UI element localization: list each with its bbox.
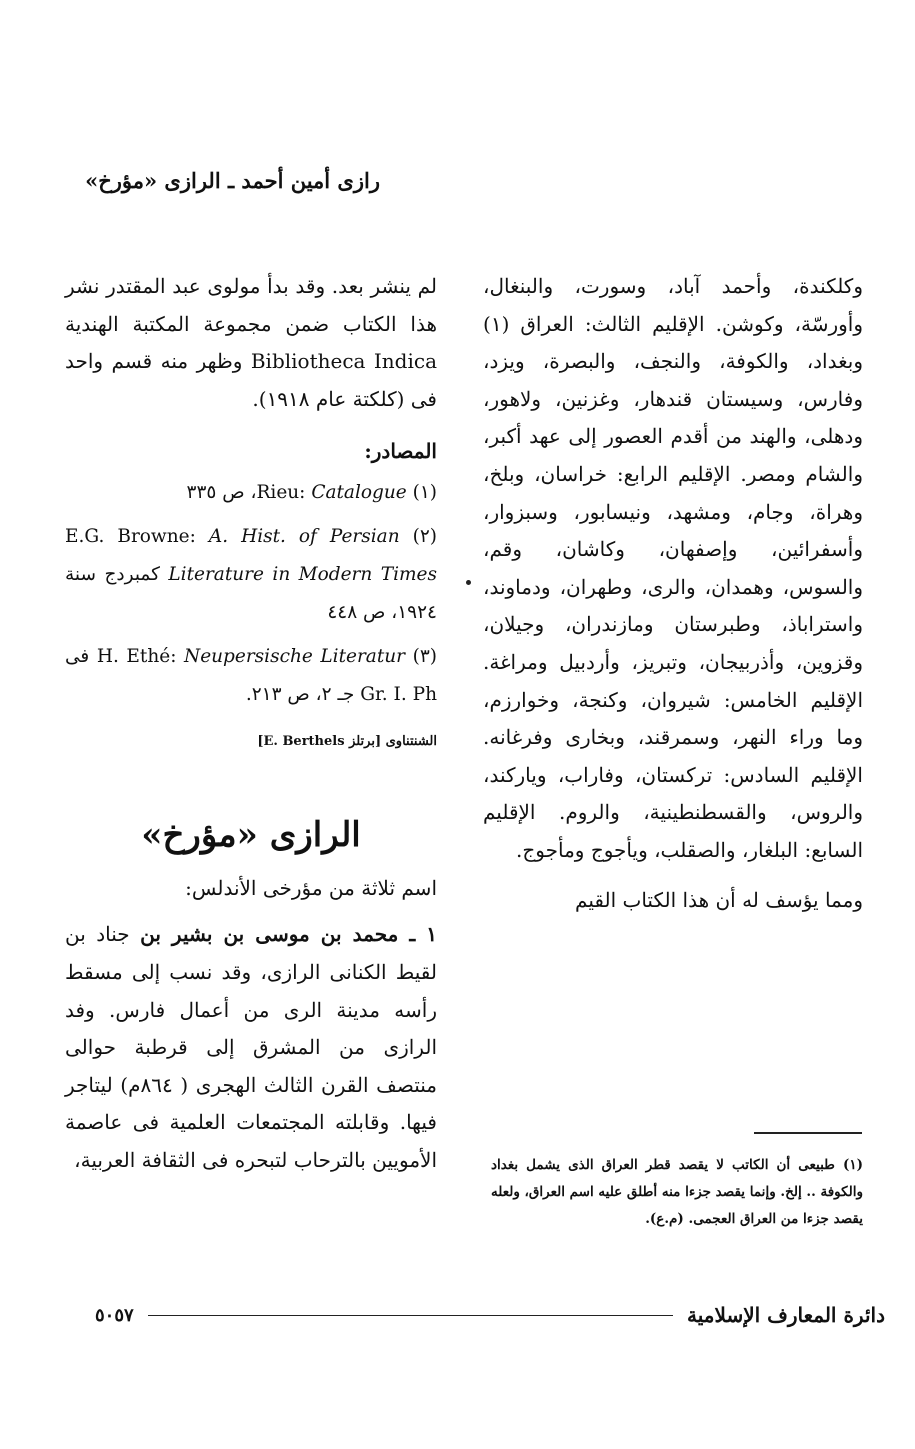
source-author: E.G. Browne:	[65, 526, 196, 548]
entry-paragraph	[65, 916, 437, 1179]
source-item	[65, 474, 437, 512]
source-item	[65, 638, 437, 714]
footnote: (١) طبيعى أن الكاتب لا يقصد قطر العراق الذى يشمل بغداد والكوفة .. إلخ. وإنما يقصد جزءا منه أطلق عليه اسم العراق، ولعله يقصد جزءا من العراق العجمى. (م.ع).	[490, 1157, 863, 1227]
source-title: Catalogue	[311, 482, 407, 504]
right-column	[483, 268, 863, 919]
source-title: Neupersische Literatur	[184, 646, 406, 668]
page-footer	[95, 1300, 885, 1330]
entry-lead: ١ ـ محمد بن موسى بن بشير بن	[140, 922, 438, 947]
source-details: ، ص ٣٣٥	[186, 482, 257, 504]
article-title: الرازى «مؤرخ»	[141, 815, 361, 856]
margin-dot	[466, 580, 471, 585]
author-signature: الشنتناوى [برتلز E. Berthels]	[257, 734, 437, 750]
running-head: رازى أمين أحمد ـ الرازى «مؤرخ»	[85, 168, 380, 193]
page-number: ٥٠٥٧	[95, 1304, 134, 1326]
source-number: (٣)	[412, 646, 437, 668]
entry-text: جناد بن لقيط الكنانى الرازى، وقد نسب إلى مسقط رأسه مدينة الرى من أعمال فارس. وفد الرازى من المشرق إلى قرطبة حوالى منتصف القرن الثالث الهجرى ( ٨٦٤م) ليتاجر فيها. وقابلته المجتمعات العلمية فى عاصمة الأمويين بالترحاب لتبحره فى الثقافة العربية،	[65, 922, 438, 1172]
footer-rule	[148, 1315, 673, 1316]
source-number: (٢)	[412, 526, 437, 548]
footer-journal-title: دائرة المعارف الإسلامية	[687, 1303, 885, 1327]
source-details: كمبردج سنة ١٩٢٤، ص ٤٤٨	[65, 564, 437, 624]
left-column	[65, 268, 437, 1180]
source-title: A. Hist. of Persian Literature in Modern Times	[168, 526, 437, 586]
source-author: H. Ethé:	[96, 646, 177, 668]
source-details: فى Gr. I. Ph جـ ٢، ص ٢١٣.	[65, 646, 437, 706]
source-item	[65, 518, 437, 632]
source-number: (١)	[412, 482, 437, 504]
footnote-rule	[754, 1132, 862, 1134]
sources-heading: المصادر:	[364, 439, 437, 464]
body-paragraph: وكلكندة، وأحمد آباد، وسورت، والبنغال، وأورسّة، وكوشن. الإقليم الثالث: العراق (١) وبغداد، والكوفة، والنجف، والبصرة، ويزد، وفارس، وسيستان قندهار، وغزنين، ولاهور، ودهلى، والهند من أقدم العصور إلى عهد أكبر، والشام ومصر. الإقليم الرابع: خراسان، وبلخ، وهراة، وجام، ومشهد، ونيسابور، وسبزوار، وأسفرائين، وإصفهان، وكاشان، وقم، والسوس، وهمدان، والرى، وطهران، ودماوند، واستراباذ، وطبرستان ومازندران، وجيلان، وقزوين، وأذربيجان، وتبريز، وأردبيل ومراغة. الإقليم الخامس: شيروان، وكنجة، وخوارزم، وما وراء النهر، وسمرقند، وبخارى وفرغانه. الإقليم السادس: تركستان، وفاراب، وياركند، والروس، والقسطنطينية، والروم. الإقليم السابع: البلغار، والصقلب، ويأجوج ومأجوج.	[483, 274, 863, 862]
article-intro: اسم ثلاثة من مؤرخى الأندلس:	[185, 876, 437, 901]
source-author: Rieu:	[256, 482, 306, 504]
body-paragraph: ومما يؤسف له أن هذا الكتاب القيم	[575, 887, 863, 912]
body-paragraph: لم ينشر بعد. وقد بدأ مولوى عبد المقتدر نشر هذا الكتاب ضمن مجموعة المكتبة الهندية Bibliotheca Indica وظهر منه قسم واحد فى (كلكتة عام ١٩١٨).	[65, 274, 437, 411]
